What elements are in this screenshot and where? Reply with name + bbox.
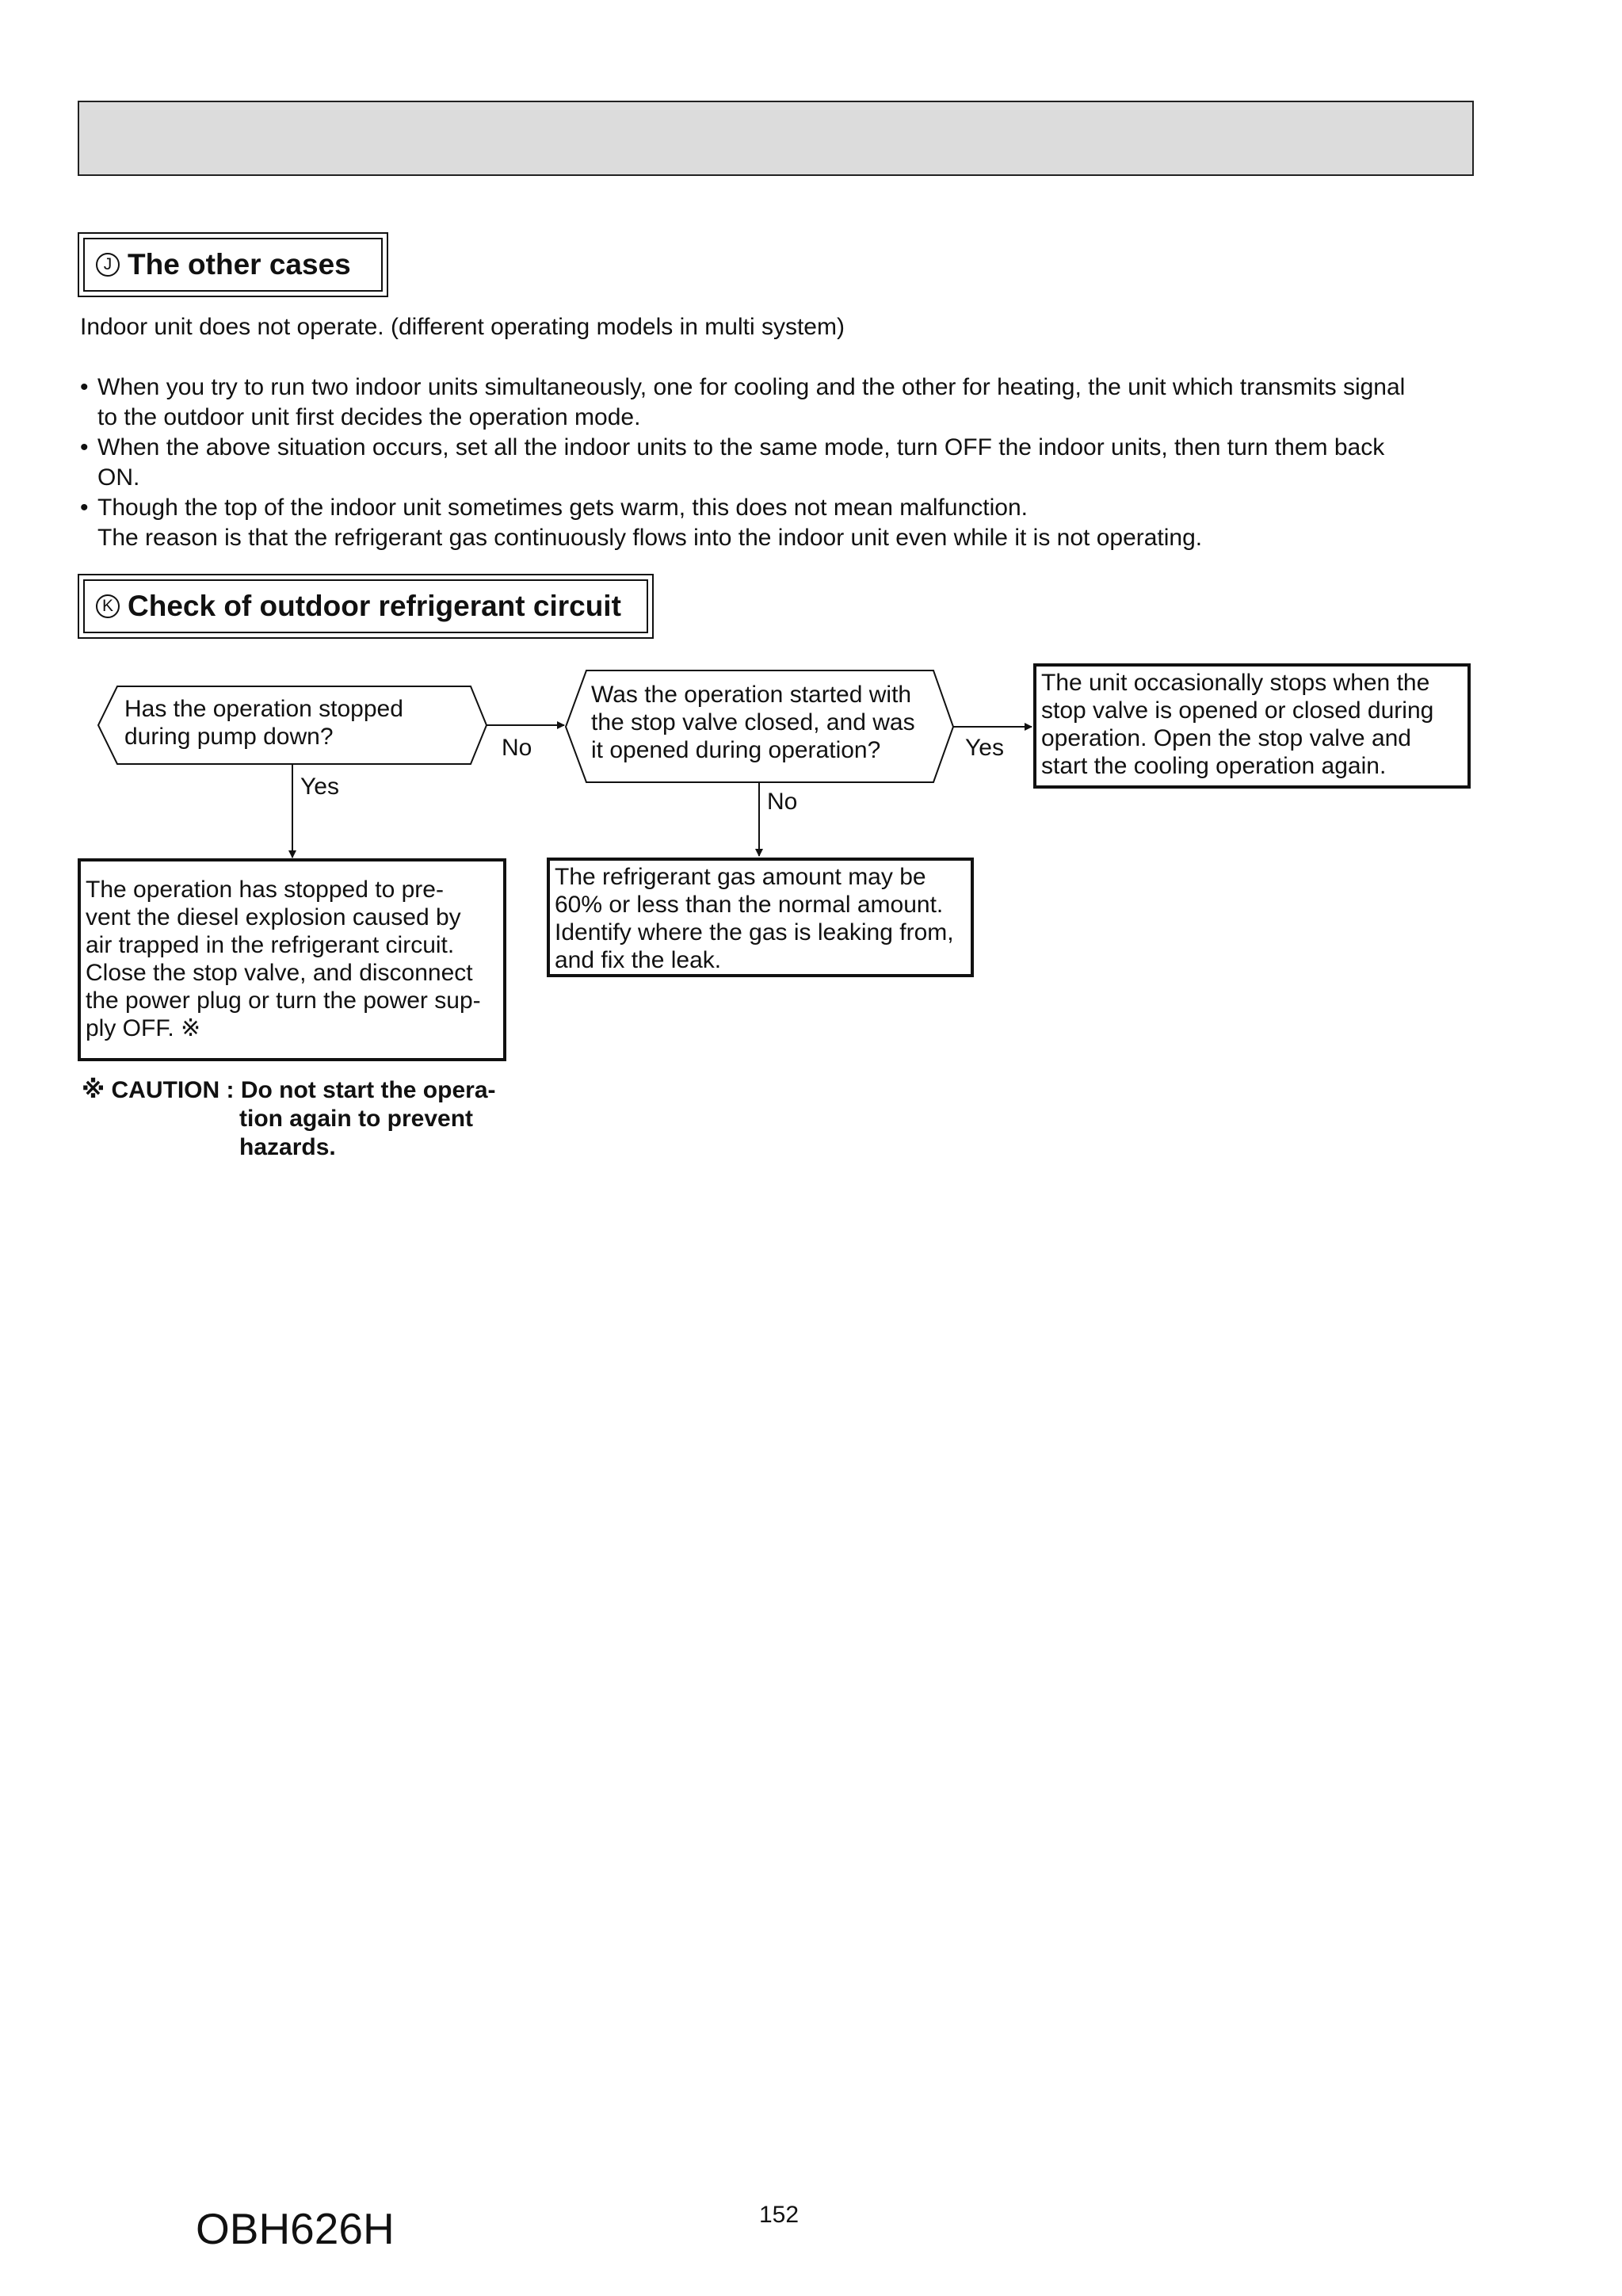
intro-text: Indoor unit does not operate. (different operating models in multi system) [80, 314, 845, 340]
text-line: during pump down? [124, 724, 334, 750]
decision-q1-text [124, 695, 473, 751]
text-line: operation. Open the stop valve and [1041, 725, 1411, 751]
caution-line: hazards. [239, 1134, 336, 1160]
text-line: ply OFF. ※ [86, 1015, 201, 1041]
bullet-line: When you try to run two indoor units simultaneously, one for cooling and the other for heating, the unit which transmits signal [97, 374, 1406, 400]
bullet-line: When the above situation occurs, set all the indoor units to the same mode, turn OFF the indoor units, then turn them back [97, 434, 1385, 460]
bullet-line: The reason is that the refrigerant gas continuously flows into the indoor unit even while it is not operating. [97, 525, 1203, 551]
text-line: The unit occasionally stops when the [1041, 670, 1430, 696]
text-line: The operation has stopped to pre- [86, 877, 444, 903]
text-line: Was the operation started with [591, 682, 912, 708]
bullet-line: Though the top of the indoor unit sometimes gets warm, this does not mean malfunction. [97, 495, 1028, 521]
text-line: Has the operation stopped [124, 696, 403, 722]
bullet-dot-icon: • [80, 434, 89, 460]
result-box-gas-leak [547, 858, 974, 977]
text-line: air trapped in the refrigerant circuit. [86, 932, 455, 958]
caution-note [82, 1076, 496, 1162]
bullet-line: to the outdoor unit first decides the operation mode. [97, 404, 641, 430]
caution-line: ※ CAUTION : Do not start the opera- [82, 1077, 496, 1103]
circled-letter-k-icon: K [96, 594, 120, 618]
section-j-title: The other cases [128, 248, 351, 281]
section-k-title: Check of outdoor refrigerant circuit [128, 590, 621, 622]
text-line: it opened during operation? [591, 737, 881, 763]
label-q2-yes: Yes [965, 735, 1004, 761]
result-box-yes-pumpdown [78, 858, 506, 1061]
bullet-dot-icon: • [80, 495, 89, 521]
label-q1-yes: Yes [300, 774, 339, 800]
text-line: Close the stop valve, and disconnect [86, 960, 473, 986]
text-line: the power plug or turn the power sup- [86, 988, 481, 1014]
label-q1-no: No [502, 735, 532, 761]
page-number: 152 [759, 2202, 800, 2228]
text-line: start the cooling operation again. [1041, 753, 1387, 779]
text-line: the stop valve closed, and was [591, 709, 915, 735]
text-line: and fix the leak. [555, 947, 722, 973]
text-line: stop valve is opened or closed during [1041, 697, 1434, 724]
decision-q2-text [591, 681, 940, 764]
result-box-stop-valve [1033, 663, 1471, 789]
bullet-line: ON. [97, 464, 140, 491]
text-line: vent the diesel explosion caused by [86, 904, 461, 930]
label-q2-no: No [767, 789, 798, 815]
text-line: Identify where the gas is leaking from, [555, 919, 954, 946]
caution-line: tion again to prevent [239, 1106, 474, 1132]
circled-letter-j-icon: J [96, 253, 120, 277]
text-line: 60% or less than the normal amount. [555, 892, 944, 918]
model-code: OBH626H [196, 2204, 395, 2253]
text-line: The refrigerant gas amount may be [555, 864, 926, 890]
bullet-dot-icon: • [80, 374, 89, 400]
